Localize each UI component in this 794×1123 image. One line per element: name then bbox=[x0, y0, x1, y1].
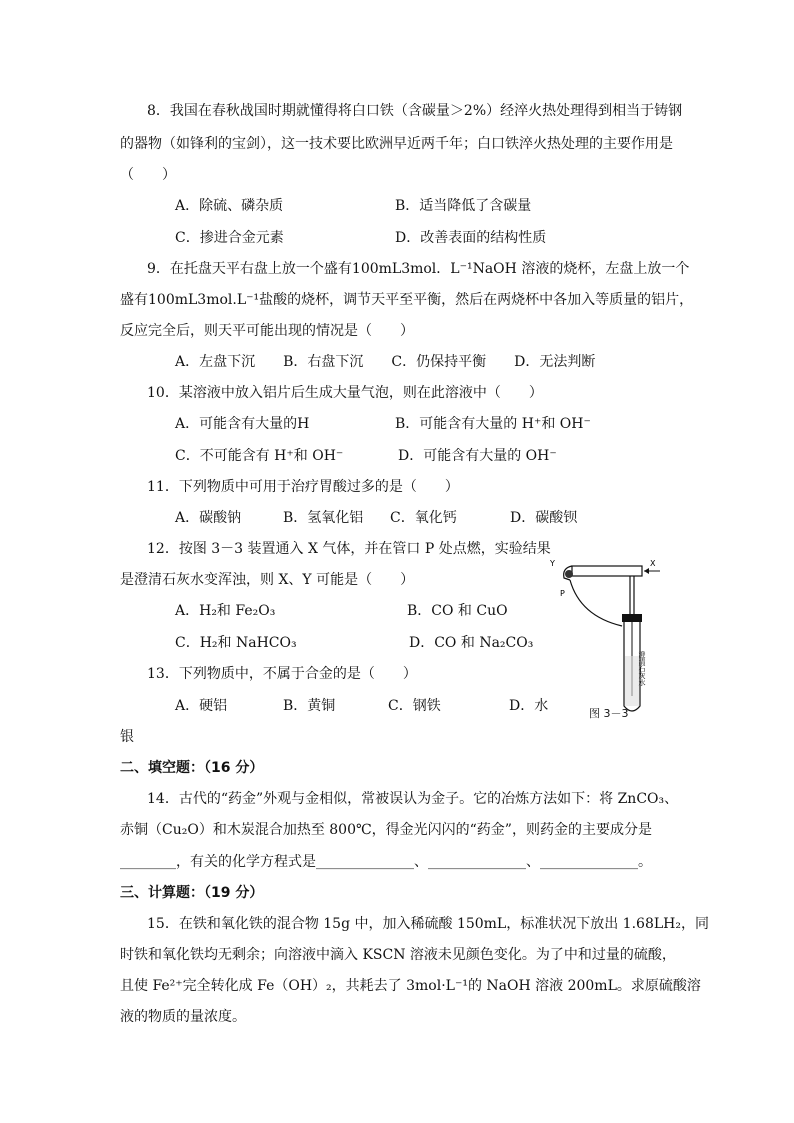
q11-stem: 11．下列物质中可用于治疗胃酸过多的是（ ） bbox=[147, 479, 459, 495]
q8-paren: （ ） bbox=[120, 167, 176, 183]
q9-line1: 9．在托盘天平右盘上放一个盛有100mL3mol．L⁻¹NaOH 溶液的烧杯，左盘上放一个 bbox=[147, 261, 690, 277]
q13-option-a: A．硬铝 bbox=[175, 698, 228, 714]
q13-option-c: C．钢铁 bbox=[388, 698, 441, 714]
q11-option-d: D．碳酸钡 bbox=[510, 510, 578, 526]
q8-line2: 的器物（如锋利的宝剑），这一技术要比欧洲早近两千年；白口铁淬火热处理的主要作用是 bbox=[120, 136, 673, 152]
q8-option-d: D．改善表面的结构性质 bbox=[395, 230, 547, 246]
q9-line2: 盛有100mL3mol.L⁻¹盐酸的烧杯，调节天平至平衡，然后在两烧杯中各加入等质量的铝片， bbox=[120, 292, 694, 308]
q14-line1: 14．古代的“药金”外观与金相似，常被误认为金子。它的冶炼方法如下：将 ZnCO₃、 bbox=[147, 791, 679, 807]
q14-line3: ________，有关的化学方程式是______________、______________、______________。 bbox=[120, 854, 652, 870]
figure-caption: 图 3－3 bbox=[589, 707, 629, 720]
q10-stem: 10．某溶液中放入铝片后生成大量气泡，则在此溶液中（ ） bbox=[147, 385, 543, 401]
q14-line2: 赤铜（Cu₂O）和木炭混合加热至 800℃，得金光闪闪的“药金”，则药金的主要成分是 bbox=[120, 822, 652, 838]
q8-line1: 8．我国在春秋战国时期就懂得将白口铁（含碳量＞2%）经淬火热处理得到相当于铸钢 bbox=[147, 103, 683, 119]
q10-option-b: B．可能含有大量的 H⁺和 OH⁻ bbox=[395, 416, 591, 432]
q13-option-d-wrap: 银 bbox=[120, 729, 134, 745]
tube-label: 澄清石灰水 bbox=[638, 651, 646, 686]
q12-option-d: D．CO 和 Na₂CO₃ bbox=[409, 635, 534, 651]
q9-options: A．左盘下沉 B．右盘下沉 C．仍保持平衡 D．无法判断 bbox=[175, 354, 596, 370]
q13-stem: 13．下列物质中，不属于合金的是（ ） bbox=[147, 666, 417, 682]
q8-option-a: A．除硫、磷杂质 bbox=[175, 198, 284, 214]
q12-line2: 是澄清石灰水变浑浊，则 X、Y 可能是（ ） bbox=[120, 572, 415, 588]
label-x: X bbox=[650, 559, 656, 568]
q9-line3: 反应完全后，则天平可能出现的情况是（ ） bbox=[120, 323, 414, 339]
q8-option-b: B．适当降低了含碳量 bbox=[395, 198, 532, 214]
q15-line3: 且使 Fe²⁺完全转化成 Fe（OH）₂，共耗去了 3mol·L⁻¹的 NaOH 溶液 200mL。求原硫酸溶 bbox=[120, 978, 701, 994]
q13-option-b: B．黄铜 bbox=[283, 698, 336, 714]
q12-option-a: A．H₂和 Fe₂O₃ bbox=[175, 603, 276, 619]
q12-option-b: B．CO 和 CuO bbox=[407, 603, 508, 619]
apparatus-figure bbox=[550, 556, 660, 726]
label-y: Y bbox=[550, 559, 555, 568]
label-p: P bbox=[560, 589, 565, 598]
q8-option-c: C．掺进合金元素 bbox=[175, 230, 284, 246]
q15-line2: 时铁和氧化铁均无剩余；向溶液中滴入 KSCN 溶液未见颜色变化。为了中和过量的硫酸， bbox=[120, 947, 676, 963]
q11-option-a: A．碳酸钠 bbox=[175, 510, 242, 526]
q10-option-d: D．可能含有大量的 OH⁻ bbox=[398, 448, 557, 464]
q13-option-d: D．水 bbox=[509, 698, 549, 714]
section-two-heading: 二、填空题：（16 分） bbox=[120, 760, 264, 776]
q10-option-a: A．可能含有大量的H bbox=[175, 416, 310, 432]
q11-option-c: C．氧化钙 bbox=[390, 510, 457, 526]
q11-option-b: B．氢氧化铝 bbox=[283, 510, 364, 526]
q12-line1: 12．按图 3－3 装置通入 X 气体，并在管口 P 处点燃，实验结果 bbox=[147, 541, 551, 557]
q15-line1: 15．在铁和氧化铁的混合物 15g 中，加入稀硫酸 150mL，标准状况下放出 1.68LH₂，同 bbox=[147, 916, 709, 932]
q12-option-c: C．H₂和 NaHCO₃ bbox=[175, 635, 297, 651]
q10-option-c: C．不可能含有 H⁺和 OH⁻ bbox=[175, 448, 344, 464]
section-three-heading: 三、计算题：（19 分） bbox=[120, 885, 264, 901]
q15-line4: 液的物质的量浓度。 bbox=[120, 1009, 246, 1025]
